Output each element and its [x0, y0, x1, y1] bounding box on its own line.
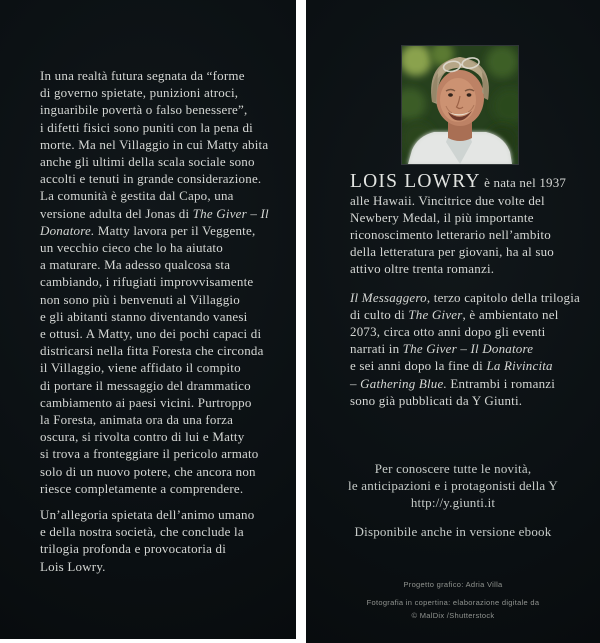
- author-bio: [350, 172, 592, 409]
- promo-block: [306, 460, 600, 512]
- synopsis: [40, 67, 280, 575]
- synopsis-paragraph-2: Un’allegoria spietata dell’animo umano e della nostra società, che conclude la trilogia profonda e provocatoria di Lois Lowry.: [40, 507, 255, 574]
- bio-paragraph-1: LOIS LOWRY è nata nel 1937 alle Hawaii. Vincitrice due volte del Newbery Medal, il più importante riconoscimento letterario nell’ambito della letteratura per giovani, ha al suo attivo oltre trenta romanzi.: [350, 171, 567, 277]
- design-credit: Progetto grafico: Adria Villa: [403, 580, 503, 589]
- left-flap: [0, 0, 296, 639]
- synopsis-paragraph-1: In una realtà futura segnata da “forme di governo spietate, punizioni atroci, inguaribile povertà o falso benessere”, i difetti fisici sono puniti con la pena di morte. Ma nel Villaggio in cui Matty abita anche gli ultimi della scala sociale sono accolti e tenuti in grande considerazione. La comunità è gestita dal Capo, una versione adulta del Jonas di The Giver – Il Donatore. Matty lavora per il Veggente, un vecchio cieco che lo ha aiutato a maturare. Ma adesso qualcosa sta cambiando, i rifugiati improvvisamente non sono più i benvenuti al Villaggio e gli abitanti stanno diventando vanesi e ottusi. A Matty, uno dei pochi capaci di districarsi nella fitta Foresta che circonda il Villaggio, viene affidato il compito di portare il messaggio del drammatico cambiamento ai paesi vicini. Purtroppo la Foresta, animata ora da una forza oscura, si rivolta contro di lui e Matty si trova a fronteggiare il pericolo armato solo di un nuovo potere, che ancora non riesce completamente a comprendere.: [40, 68, 269, 496]
- website-url: http://y.giunti.it: [410, 495, 496, 511]
- right-flap: [306, 0, 600, 643]
- ebook-note: Disponibile anche in versione ebook: [354, 524, 552, 539]
- bio-paragraph-2: Il Messaggero, terzo capitolo della trilogia di culto di The Giver, è ambientato nel 2073, circa otto anni dopo gli eventi narrati in The Giver – Il Donatore e sei anni dopo la fine di La Rivincita – Gathering Blue. Entrambi i romanzi sono già pubblicati da Y Giunti.: [350, 289, 580, 408]
- promo-lines: Per conoscere tutte le novità, le anticipazioni e i protagonisti della Y: [348, 461, 558, 494]
- photo-credit: Fotografia in copertina: elaborazione digitale da © MalDix /Shutterstock: [366, 598, 540, 620]
- author-photo: [402, 46, 518, 164]
- author-photo-illustration: [402, 46, 518, 164]
